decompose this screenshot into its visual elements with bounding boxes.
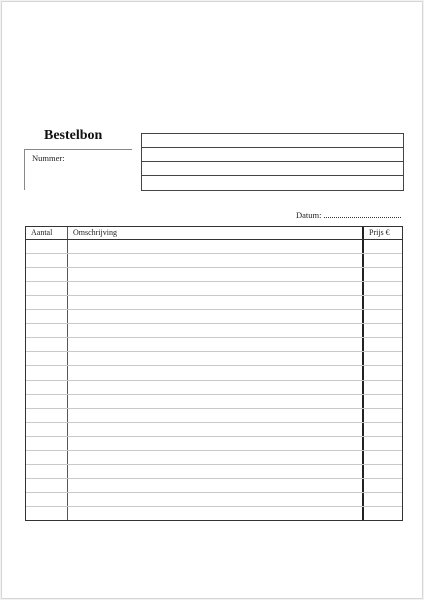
column-header-prijs: Prijs € [369,228,390,237]
address-line [142,147,403,148]
address-line [142,161,403,162]
table-row-line [26,436,402,437]
table-row-line [26,478,402,479]
datum-dotted-line [324,209,401,218]
order-table [25,226,403,521]
column-divider [362,227,364,520]
table-row-line [26,309,402,310]
nummer-label: Nummer: [32,153,65,163]
address-block[interactable] [141,133,404,191]
column-divider [67,227,68,520]
table-row-line [26,337,402,338]
address-line [142,175,403,176]
table-row-line [26,253,402,254]
table-row-line [26,365,402,366]
header-rule [26,239,402,240]
table-row-line [26,267,402,268]
column-header-omschrijving: Omschrijving [73,228,117,237]
column-header-aantal: Aantal [31,228,53,237]
order-form-sheet [1,1,423,599]
table-row-line [26,394,402,395]
table-row-line [26,351,402,352]
table-row-line [26,281,402,282]
table-row-line [26,323,402,324]
nummer-field[interactable] [24,149,132,190]
table-row-line [26,408,402,409]
datum-field[interactable] [296,209,401,220]
table-row-line [26,380,402,381]
table-row-line [26,464,402,465]
datum-label: Datum: [296,210,322,220]
table-row-line [26,295,402,296]
table-row-line [26,422,402,423]
table-row-line [26,506,402,507]
table-row-line [26,450,402,451]
form-title: Bestelbon [44,128,103,143]
table-row-line [26,492,402,493]
